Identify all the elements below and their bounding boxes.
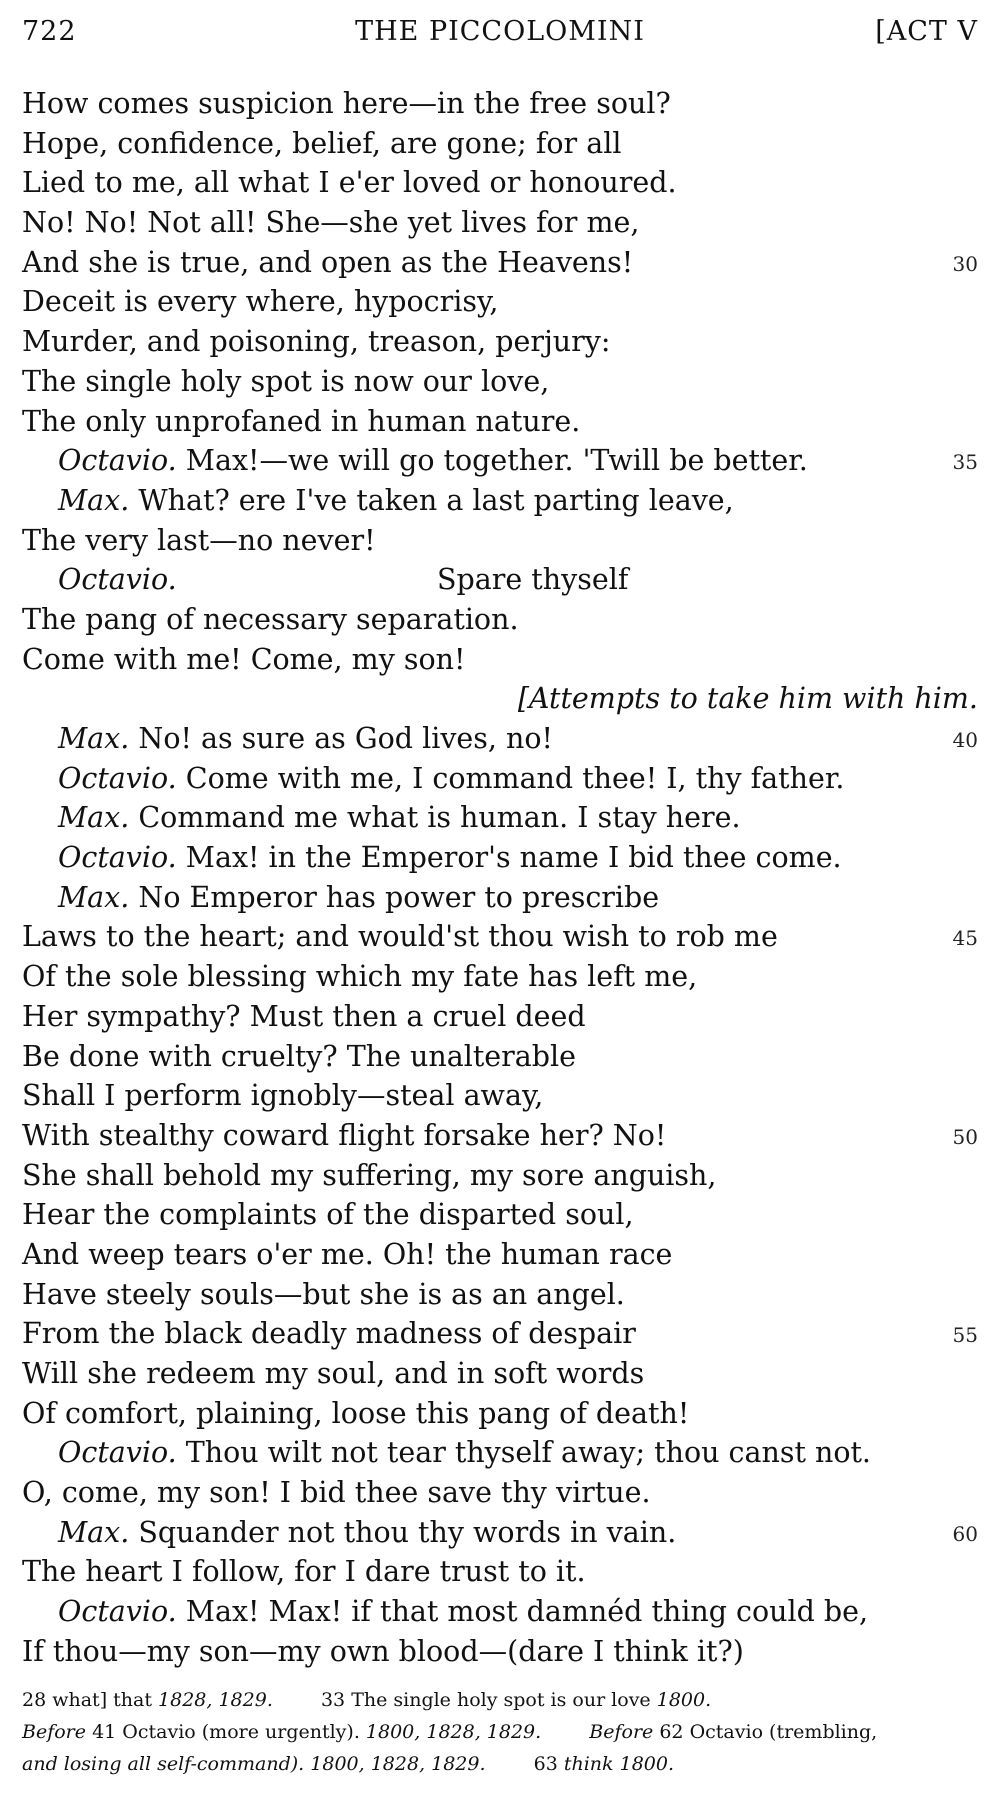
line-text: [Attempts to take him with him. xyxy=(517,682,978,716)
line-text: The single holy spot is now our love, xyxy=(22,364,550,398)
verse-line xyxy=(22,1235,978,1275)
line-text: Will she redeem my soul, and in soft words xyxy=(22,1357,645,1390)
speaker-name: Octavio. xyxy=(58,1436,177,1470)
verse-line xyxy=(22,1275,978,1315)
line-text: Max! in the Emperor's name I bid thee come. xyxy=(185,841,842,875)
footnote-row xyxy=(22,1716,978,1748)
speaker-name: Max. xyxy=(58,483,130,517)
line-text: What? ere I've taken a last parting leave, xyxy=(138,483,734,517)
line-text: O, come, my son! I bid thee save thy virtue. xyxy=(22,1476,651,1510)
line-text: With stealthy coward flight forsake her? No! xyxy=(22,1118,667,1152)
line-number: 50 xyxy=(952,1124,978,1149)
footnote-editions: 1800. xyxy=(619,1753,675,1775)
speaker-name: Max. xyxy=(58,801,130,835)
verse-line xyxy=(22,1473,978,1513)
footnote-prefix: Before xyxy=(22,1721,87,1743)
line-number: 35 xyxy=(952,450,978,475)
footnote-editions: 1800, 1828, 1829. xyxy=(365,1721,542,1743)
line-text: The pang of necessary separation. xyxy=(22,602,519,636)
footnote-text: Octavio (trembling, xyxy=(689,1721,878,1743)
verse-line xyxy=(22,243,978,283)
running-title: THE PICCOLOMINI xyxy=(355,16,645,47)
line-text: How comes suspicion here—in the free soul? xyxy=(22,87,671,120)
speaker-name: Octavio. xyxy=(58,563,177,597)
line-text: Hope, confidence, belief, are gone; for all xyxy=(22,126,622,160)
line-text: And she is true, and open as the Heavens! xyxy=(22,245,634,279)
footnote-editions: 1828, 1829. xyxy=(158,1689,273,1711)
line-text: Murder, and poisoning, treason, perjury: xyxy=(22,325,611,359)
verse-line xyxy=(22,362,978,402)
verse-line xyxy=(22,1314,978,1354)
line-number: 45 xyxy=(952,926,978,951)
verse-line xyxy=(22,917,978,957)
speaker-name: Octavio. xyxy=(58,1595,177,1629)
verse-line xyxy=(22,560,978,600)
footnote-text: The single holy spot is our love xyxy=(351,1689,651,1711)
verse-line xyxy=(22,1116,978,1156)
verse-line xyxy=(22,203,978,243)
verse-line xyxy=(22,521,978,561)
line-text: If thou—my son—my own blood—(dare I think it?) xyxy=(22,1634,744,1668)
footnote-number: 28 xyxy=(22,1689,47,1711)
verse-line xyxy=(22,798,978,838)
line-text: Have steely souls—but she is as an angel. xyxy=(22,1277,625,1311)
footnote-number: 62 xyxy=(659,1721,684,1743)
verse-line xyxy=(22,1195,978,1235)
verse-text xyxy=(22,84,978,1672)
line-text: Be done with cruelty? The unalterable xyxy=(22,1039,577,1073)
verse-line xyxy=(22,759,978,799)
verse-line xyxy=(22,441,978,481)
footnote-row xyxy=(22,1684,978,1716)
footnote-number: 63 xyxy=(533,1753,558,1775)
line-number: 40 xyxy=(952,728,978,752)
footnotes xyxy=(22,1684,978,1780)
footnote-editions: 1800, 1828, 1829. xyxy=(310,1753,486,1775)
verse-line xyxy=(22,322,978,362)
line-text: Spare thyself xyxy=(437,563,629,597)
verse-line xyxy=(22,1632,978,1672)
verse-line xyxy=(22,640,978,680)
verse-line xyxy=(22,1433,978,1473)
line-text: The very last—no never! xyxy=(22,523,376,557)
line-text: And weep tears o'er me. Oh! the human race xyxy=(22,1237,673,1271)
line-text: The heart I follow, for I dare trust to it. xyxy=(22,1555,586,1589)
speaker-name: Max. xyxy=(58,880,130,914)
line-text: She shall behold my suffering, my sore anguish, xyxy=(22,1158,717,1192)
line-number: 60 xyxy=(952,1521,978,1546)
verse-line xyxy=(22,1513,978,1553)
verse-line xyxy=(22,679,978,719)
line-number: 30 xyxy=(952,251,978,276)
verse-line xyxy=(22,719,978,759)
line-text: Shall I perform ignobly—steal away, xyxy=(22,1079,544,1113)
speaker-name: Max. xyxy=(58,722,130,755)
line-text: Thou wilt not tear thyself away; thou canst not. xyxy=(185,1436,871,1470)
line-text: Of comfort, plaining, loose this pang of death! xyxy=(22,1396,690,1430)
verse-line xyxy=(22,838,978,878)
line-text: No Emperor has power to prescribe xyxy=(138,880,660,914)
line-text: Laws to the heart; and would'st thou wish to rob me xyxy=(22,920,778,954)
line-text: The only unprofaned in human nature. xyxy=(22,404,581,438)
verse-line xyxy=(22,957,978,997)
line-text: Max! Max! if that most damnéd thing could be, xyxy=(185,1595,869,1629)
line-text: Deceit is every where, hypocrisy, xyxy=(22,285,499,319)
verse-line xyxy=(22,1076,978,1116)
verse-line xyxy=(22,163,978,203)
line-text: Come with me! Come, my son! xyxy=(22,642,466,676)
running-header xyxy=(22,16,978,60)
speaker-name: Octavio. xyxy=(58,841,177,875)
line-text: From the black deadly madness of despair xyxy=(22,1317,636,1351)
line-text: No! as sure as God lives, no! xyxy=(138,722,554,755)
verse-line xyxy=(22,402,978,442)
verse-line xyxy=(22,600,978,640)
verse-line xyxy=(22,481,978,521)
line-text: Of the sole blessing which my fate has left me, xyxy=(22,960,698,994)
line-number: 55 xyxy=(952,1323,978,1348)
verse-line xyxy=(22,1037,978,1077)
speaker-name: Octavio. xyxy=(58,444,177,478)
verse-line xyxy=(22,1592,978,1632)
footnote-prefix: Before xyxy=(589,1721,654,1743)
act-marker: [ACT V xyxy=(875,16,978,47)
footnote-text: what] that xyxy=(52,1689,152,1711)
page-number: 722 xyxy=(22,16,77,47)
line-text: Max!—we will go together. 'Twill be better. xyxy=(185,444,808,478)
footnote-number: 41 xyxy=(92,1721,117,1743)
verse-line xyxy=(22,878,978,918)
footnote-text: think xyxy=(563,1753,614,1775)
verse-line xyxy=(22,1394,978,1434)
line-text: Lied to me, all what I e'er loved or honoured. xyxy=(22,166,677,200)
footnote-row xyxy=(22,1748,978,1780)
line-text: Command me what is human. I stay here. xyxy=(138,801,741,835)
verse-line xyxy=(22,84,978,124)
footnote-text: and losing all self-command). xyxy=(22,1753,305,1775)
verse-line xyxy=(22,997,978,1037)
line-text: Hear the complaints of the disparted soul, xyxy=(22,1198,634,1232)
verse-line xyxy=(22,1156,978,1196)
verse-line xyxy=(22,124,978,164)
line-text: Squander not thou thy words in vain. xyxy=(138,1515,677,1549)
line-text: Come with me, I command thee! I, thy father. xyxy=(185,761,845,795)
speaker-name: Max. xyxy=(58,1515,130,1549)
verse-line xyxy=(22,1354,978,1394)
line-text: No! No! Not all! She—she yet lives for me, xyxy=(22,206,640,240)
footnote-number: 33 xyxy=(320,1689,346,1711)
line-text: Her sympathy? Must then a cruel deed xyxy=(22,999,586,1033)
speaker-name: Octavio. xyxy=(58,761,177,795)
verse-line xyxy=(22,282,978,322)
footnote-text: Octavio (more urgently). xyxy=(122,1721,360,1743)
verse-line xyxy=(22,1552,978,1592)
footnote-editions: 1800. xyxy=(656,1689,712,1711)
